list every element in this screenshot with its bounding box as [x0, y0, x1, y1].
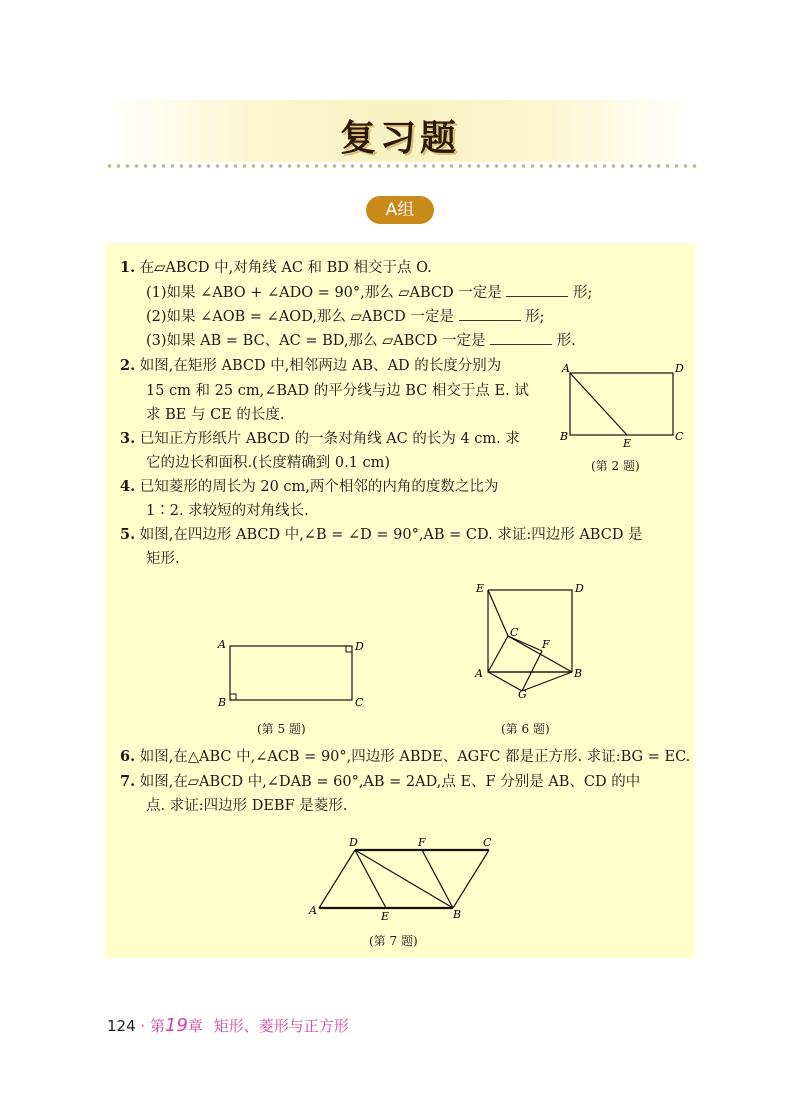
problem-number: 4.: [120, 478, 136, 495]
segment-db: [355, 850, 453, 908]
group-badge: A组: [366, 196, 434, 224]
problem-2-line-2: 15 cm 和 25 cm,∠BAD 的平分线与边 BC 相交于点 E. 试: [146, 383, 529, 399]
problem-3: [120, 428, 520, 450]
label-a: A: [218, 638, 226, 651]
segment-ad: [319, 850, 355, 908]
problem-2: [120, 355, 501, 377]
label-b: B: [453, 908, 462, 921]
label-f: F: [418, 836, 426, 849]
problem-7: [120, 771, 640, 793]
problem-1-part-1: [146, 282, 592, 304]
label-a: A: [475, 667, 483, 680]
label-b: B: [560, 430, 569, 443]
label-c: C: [675, 430, 684, 443]
label-a: A: [309, 904, 317, 917]
problem-text: 在▱ABCD 中,对角线 AC 和 BD 相交于点 O.: [139, 260, 432, 276]
problem-text: 如图,在▱ABCD 中,∠DAB = 60°,AB = 2AD,点 E、F 分别是 AB、CD 的中: [139, 774, 641, 790]
label-e: E: [623, 437, 632, 448]
problem-1-part-2: [146, 306, 545, 328]
problem-text: 如图,在矩形 ABCD 中,相邻两边 AB、AD 的长度分别为: [139, 358, 502, 374]
chapter-number: 19: [165, 1015, 188, 1036]
caption-fig7: (第 7 题): [369, 934, 418, 948]
problem-6: [120, 746, 690, 768]
figure-2: [555, 358, 690, 448]
problem-text: 如图,在△ABC 中,∠ACB = 90°,四边形 ABDE、AGFC 都是正方形. 求证:BG = EC.: [139, 749, 691, 765]
label-c: C: [355, 696, 364, 708]
problem-number: 6.: [120, 748, 136, 765]
problem-text: 如图,在四边形 ABCD 中,∠B = ∠D = 90°,AB = CD. 求证:四边形 ABCD 是: [139, 527, 643, 543]
problem-number: 3.: [120, 430, 136, 447]
chapter-suffix: 章: [187, 1017, 203, 1035]
page-footer: [107, 1015, 349, 1036]
segment-ag: [488, 672, 522, 691]
problem-number: 7.: [120, 773, 136, 790]
problem-3-line-2: 它的边长和面积.(长度精确到 0.1 cm): [146, 455, 391, 471]
problem-4: [120, 476, 498, 498]
figure-7: [305, 832, 505, 922]
caption-fig2: (第 2 题): [591, 459, 640, 473]
part-text: (2)如果 ∠AOB = ∠AOD,那么 ▱ABCD 一定是: [146, 309, 454, 325]
problem-5-line-2: 矩形.: [146, 551, 180, 567]
segment-bc: [453, 850, 489, 908]
part-text-end: 形;: [572, 285, 593, 301]
problem-text: 已知菱形的周长为 20 cm,两个相邻的内角的度数之比为: [139, 479, 499, 495]
problem-7-line-2: 点. 求证:四边形 DEBF 是菱形.: [146, 798, 348, 814]
quadrilateral-abcd: [230, 646, 352, 700]
answer-blank[interactable]: [490, 330, 552, 345]
chapter-title: 矩形、菱形与正方形: [213, 1017, 349, 1035]
answer-blank[interactable]: [506, 282, 568, 297]
rectangle-abcd: [570, 373, 673, 435]
chapter-prefix: 第: [149, 1017, 165, 1035]
caption-fig6: (第 6 题): [501, 722, 550, 736]
figure-5: [212, 636, 372, 708]
label-d: D: [349, 836, 358, 849]
label-c: C: [510, 626, 519, 639]
part-text: (1)如果 ∠ABO + ∠ADO = 90°,那么 ▱ABCD 一定是: [146, 285, 502, 301]
problem-4-line-2: 1∶2. 求较短的对角线长.: [146, 503, 309, 519]
figure-6: [470, 578, 590, 698]
square-abde: [488, 590, 572, 672]
label-e: E: [381, 910, 390, 922]
label-c: C: [483, 836, 492, 849]
bisector-ae: [570, 373, 627, 435]
problem-2-line-3: 求 BE 与 CE 的长度.: [146, 407, 285, 423]
part-text-end: 形.: [556, 333, 576, 349]
label-d: D: [355, 640, 364, 653]
problem-number: 5.: [120, 526, 136, 543]
footer-dot: ·: [140, 1017, 146, 1035]
problem-1-part-3: [146, 330, 576, 352]
part-text-end: 形;: [525, 309, 545, 325]
label-b: B: [218, 696, 227, 708]
label-d: D: [675, 362, 684, 375]
label-g: G: [518, 688, 527, 698]
dotted-divider: [105, 163, 697, 169]
segment-ec: [488, 590, 508, 636]
page-title: 复习题: [339, 118, 460, 159]
problem-5: [120, 524, 643, 546]
problem-text: 已知正方形纸片 ABCD 的一条对角线 AC 的长为 4 cm. 求: [139, 431, 520, 447]
page-number: 124: [107, 1017, 136, 1035]
problem-number: 1.: [120, 259, 136, 276]
segment-ca: [488, 636, 508, 672]
problem-1: [120, 257, 432, 279]
label-f: F: [542, 638, 550, 651]
part-text: (3)如果 AB = BC、AC = BD,那么 ▱ABCD 一定是: [146, 333, 486, 349]
label-e: E: [476, 582, 485, 595]
right-angle-b: [230, 694, 236, 700]
label-a: A: [562, 362, 570, 375]
right-angle-d: [346, 646, 352, 652]
answer-blank[interactable]: [459, 306, 521, 321]
label-d: D: [575, 582, 584, 595]
label-b: B: [574, 667, 583, 680]
problem-number: 2.: [120, 357, 136, 374]
caption-fig5: (第 5 题): [257, 722, 306, 736]
